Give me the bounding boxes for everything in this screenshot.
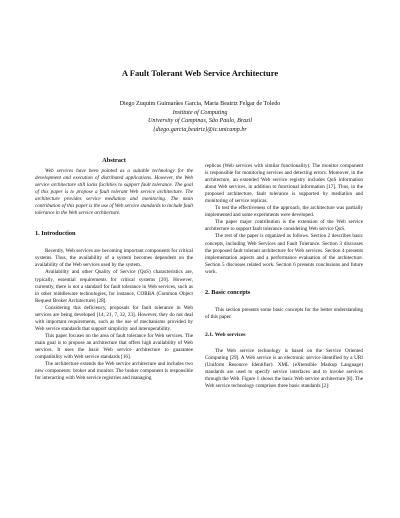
intro-paragraph-8: The paper major contribution is the extension of the Web service architecture to support fault tolerance considering Web service QoS. <box>205 219 363 233</box>
affiliation-university: University of Campinas, São Paulo, Brazil <box>147 118 253 125</box>
intro-paragraph-7: To test the effectiveness of the approach, the architecture was partially implemented and some experiments were developed. <box>205 205 363 219</box>
author-email: {diego.garcia,beatriz}@ic.unicamp.br <box>153 126 247 133</box>
intro-paragraph-5: The architecture extends the Web service architecture and includes two new components: broker and monitor. The broker component is responsible for interacting with Web service registries and managing <box>35 361 193 382</box>
author-names: Diego Zuquim Guimarães Garcia, Maria Beatriz Felgar de Toledo <box>119 101 281 107</box>
author-block <box>0 100 400 134</box>
section-basic-concepts-heading: 2. Basic concepts <box>205 288 251 296</box>
left-column <box>35 157 193 382</box>
abstract-text: Web services have been pointed as a suitable technology for the development and execution of distributed applications. However, the Web service architecture still lacks facilities to support fault tolerance. The goal of this paper is to propose a fault tolerant Web service architecture. The architecture provides service mediation and monitoring. The main contribution of this paper is the use of Web service standards to include fault tolerance in the Web service architecture. <box>35 168 193 217</box>
intro-paragraph-4: This paper focuses on the area of fault tolerance for Web services. The main goal is to propose an architecture that offers high availability of Web services. It uses the basic Web service architecture to guarantee compatibility with Web service standards [16]. <box>35 332 193 361</box>
paper-title: A Fault Tolerant Web Service Architecture <box>121 68 279 78</box>
intro-paragraph-9: The rest of the paper is organized as follows. Section 2 describes basic concepts, including Web Services and Fault Tolerance. Section 3 discusses the proposed fault tolerant architecture for Web services. Section 4 presents implementation aspects and a performance evaluation of the architecture. Section 5 discusses related work. Section 6 presents conclusions and future work. <box>205 233 363 275</box>
intro-paragraph-1: Recently, Web services are becoming important components for critical systems. Thus, the availability of a system becomes dependent on the availability of the Web services used by the system. <box>35 248 193 269</box>
basic-concepts-paragraph: This section presents some basic concepts for the better understanding of this paper. <box>205 306 363 320</box>
subsection-web-services-heading: 2.1. Web services <box>205 331 246 338</box>
section-introduction-heading: 1. Introduction <box>35 230 76 238</box>
intro-paragraph-3: Considering this deficiency, proposals for fault tolerance in Web services are being developed [14, 21, 7, 32, 23]. However, they do not deal with important requirements, such as the use of mechanisms provided by Web service standards that support simplicity and interoperability. <box>35 304 193 332</box>
abstract-heading: Abstract <box>102 157 126 164</box>
intro-paragraph-2: Availability and other Quality of Service (QoS) characteristics are, typically, essential requirements for critical systems [20]. However, currently, there is not a standard for fault tolerance in Web services, such as in other middleware technologies, for instance, CORBA (Common Object Request Broker Architecture) [28]. <box>35 269 193 304</box>
web-services-paragraph: The Web service technology is based on the Service Oriented Computing [29]. A Web service is an electronic service identified by a URI (Uniform Resource Identifier). XML (eXtensible Markup Language) standards are used to specify service interfaces and to invoke services through the Web. Figure 1 shows the basic Web service architecture [8]. The Web service technology comprises three basic standards [2]: <box>205 347 363 390</box>
affiliation-institute: Institute of Computing <box>172 109 228 116</box>
right-column <box>205 163 363 390</box>
intro-paragraph-6: replicas (Web services with similar functionality). The monitor component is responsible for monitoring services and detecting errors. Moreover, in the architecture, an extended Web service registry includes QoS information about Web services, in addition to functional information [17]. Thus, in the proposed architecture, fault tolerance is supported by mediation and monitoring of service replicas. <box>205 163 363 205</box>
